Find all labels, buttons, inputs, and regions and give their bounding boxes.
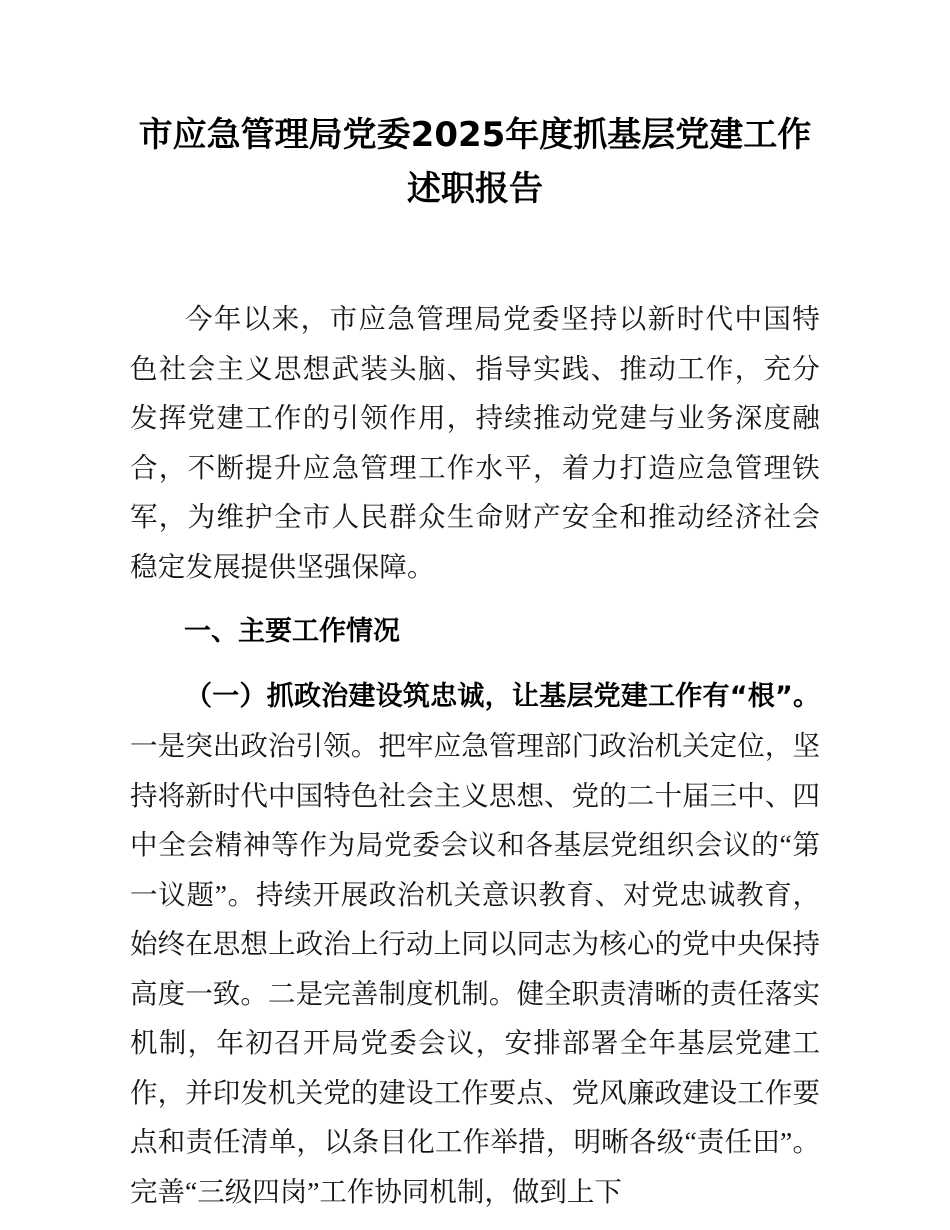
document-title: 市应急管理局党委2025年度抓基层党建工作述职报告 xyxy=(138,115,812,209)
subsection-one-body: 一是突出政治引领。把牢应急管理部门政治机关定位，坚持将新时代中国特色社会主义思想、党的二十届三中、四中全会精神等作为局党委会议和各基层党组织会议的“第一议题”。持续开展政治机关意识教育、对党忠诚教育，始终在思想上政治上行动上同以同志为核心的党中央保持高度一致。二是完善制度机制。健全职责清晰的责任落实机制，年初召开局党委会议，安排部署全年基层党建工作，并印发机关党的建设工作要点、党风廉政建设工作要点和责任清单，以条目化工作举措，明晰各级“责任田”。完善“三级四岗”工作协同机制，做到上下 xyxy=(130,730,820,1207)
subsection-one-bold-lead: （一）抓政治建设筑忠诚，让基层党建工作有“根”。 xyxy=(185,680,820,712)
subsection-one-paragraph xyxy=(130,657,820,1217)
opening-paragraph: 今年以来，市应急管理局党委坚持以新时代中国特色社会主义思想武装头脑、指导实践、推动工作，充分发挥党建工作的引领作用，持续推动党建与业务深度融合，不断提升应急管理工作水平，着力打造应急管理铁军，为维护全市人民群众生命财产安全和推动经济社会稳定发展提供坚强保障。 xyxy=(130,303,820,582)
document-body xyxy=(130,0,820,1216)
section-heading-one: 一、主要工作情况 xyxy=(184,616,400,647)
